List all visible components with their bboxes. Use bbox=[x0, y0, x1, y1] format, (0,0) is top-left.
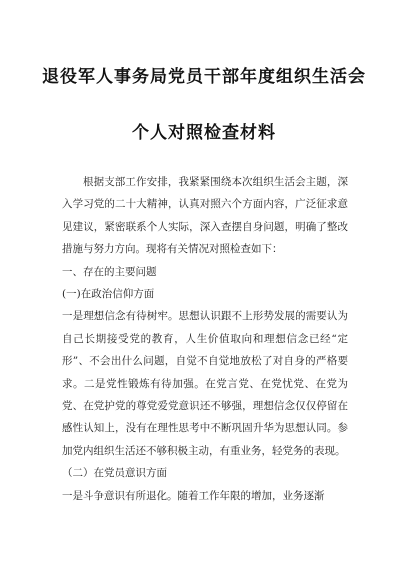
document-body bbox=[62, 171, 348, 507]
paragraph-party-awareness: 一是斗争意识有所退化。随着工作年限的增加，业务逐渐 bbox=[62, 489, 325, 502]
intro-paragraph: 根据支部工作安排，我紧紧围绕本次组织生活会主题，深入学习党的二十大精神，认真对照六个方面内容，广泛征求意见建议，紧密联系个人实际，深入查摆自身问题，明确了整改措施与努力方向。现将有关情况对照检查如下： bbox=[62, 176, 348, 256]
paragraph-political-belief: 一是理想信念有待树牢。思想认识跟不上形势发展的需要认为自己长期接受党的教育，人生价值取向和理想信念已经“定形”、不会出什么问题，自觉不自觉地放松了对自身的严格要求。二是党性锻炼有待加强。在党言党、在党忧党、在党为党、在党护党的尊党爱党意识还不够强，理想信念仅仅停留在感性认知上，没有在理性思考中不断巩固升华为思想认同。参加党内组织生活还不够积极主动，有重业务，轻党务的表现。 bbox=[62, 310, 348, 457]
section-heading-problems: 一、存在的主要问题 bbox=[62, 265, 157, 278]
subsection-heading-political-belief: (一)在政治信仰方面 bbox=[62, 288, 155, 301]
subsection-heading-party-awareness: （二）在党员意识方面 bbox=[62, 467, 167, 480]
document-title: 退役军人事务局党员干部年度组织生活会 bbox=[42, 67, 366, 87]
document-subtitle: 个人对照检查材料 bbox=[132, 123, 276, 143]
